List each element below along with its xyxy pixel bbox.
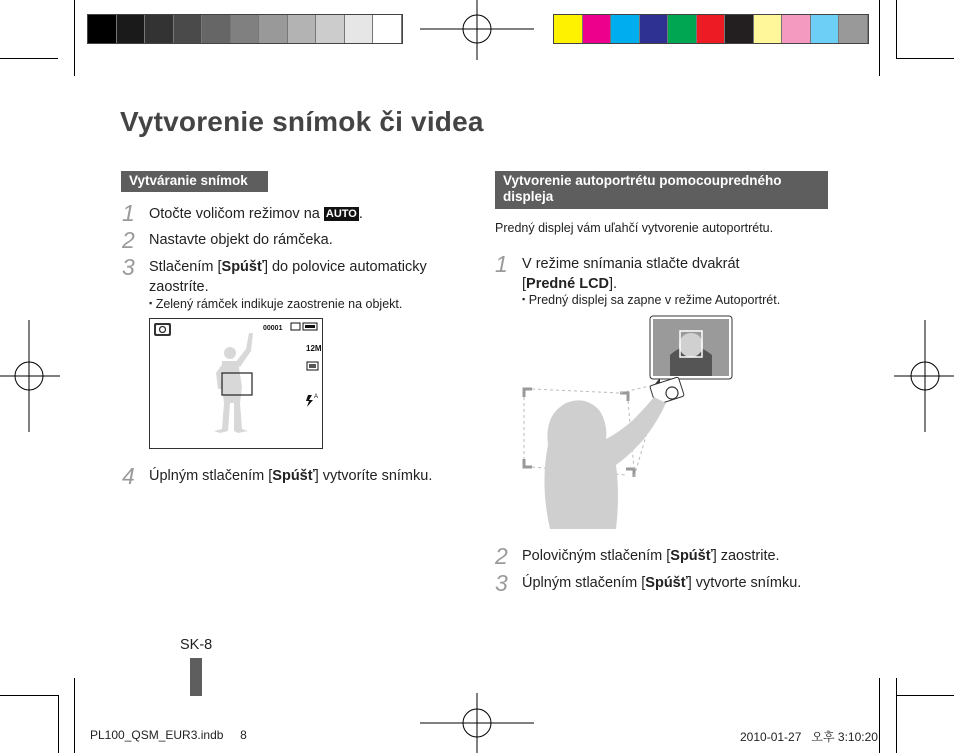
crop-mark [896, 678, 897, 753]
intro-text: Predný displej vám uľahčí vytvorenie autoportrétu. [495, 221, 774, 235]
color-swatch [782, 15, 811, 43]
crop-mark [58, 695, 59, 753]
crop-mark [896, 0, 897, 58]
step-text [522, 546, 780, 566]
crop-mark [879, 678, 880, 753]
button-name: Predné LCD [526, 276, 610, 292]
color-swatch [345, 15, 374, 43]
color-swatch [373, 15, 402, 43]
registration-mark-icon [924, 320, 926, 432]
step-text [149, 466, 432, 486]
color-swatch [231, 15, 260, 43]
registration-mark-icon [0, 346, 60, 406]
section-heading-text: Vytvorenie autoportrétu pomocoupredného displeja [503, 173, 782, 204]
step-text-part: [ [522, 276, 527, 292]
step-text-part: Úplným stlačením [ [522, 575, 646, 591]
step-number: 3 [122, 254, 135, 280]
step-text: Nastavte objekt do rámčeka. [149, 232, 333, 248]
bullet-icon: ▪ [522, 294, 526, 304]
step-note [522, 293, 780, 307]
step-number: 2 [495, 543, 508, 569]
color-swatch [202, 15, 231, 43]
page-title: Vytvorenie snímok či videa [120, 106, 484, 137]
step-number: 4 [122, 463, 135, 489]
step-number: 1 [495, 251, 508, 277]
color-swatch [725, 15, 754, 43]
step-number: 1 [122, 200, 135, 226]
step-text-part: Otočte voličom režimov na [149, 206, 324, 222]
crop-mark [0, 695, 58, 696]
color-swatch [288, 15, 317, 43]
section-heading-left [121, 171, 268, 192]
step-text-part: V režime snímania stlačte dvakrát [522, 256, 740, 272]
crop-mark [58, 0, 59, 58]
color-swatch [316, 15, 345, 43]
self-portrait-illustration [520, 315, 735, 530]
step-text-part: ] do polovice automaticky zaostríte. [149, 259, 427, 295]
crop-mark [0, 58, 58, 59]
camera-screen-illustration [149, 318, 323, 449]
step-text-part: . [358, 206, 363, 222]
color-swatch [811, 15, 840, 43]
page-tab-marker [190, 658, 202, 696]
step-text-part: ] vytvorte snímku. [687, 575, 802, 591]
step-note-text: Predný displej sa zapne v režime Autoportrét. [528, 293, 781, 307]
color-swatch [839, 15, 868, 43]
registration-mark-icon [28, 320, 30, 432]
step-text [149, 204, 363, 224]
footer-file: PL100_QSM_EUR3.indb [90, 728, 224, 742]
step-text-part: Úplným stlačením [ [149, 468, 273, 484]
color-swatch [259, 15, 288, 43]
step-text-part: ] vytvoríte snímku. [314, 468, 433, 484]
footer-timestamp: 2010-01-27 오후 3:10:20 [740, 730, 878, 744]
registration-mark-icon [420, 28, 534, 30]
color-swatch [640, 15, 669, 43]
crop-mark [879, 0, 880, 76]
button-name: Spúšť [221, 259, 264, 275]
step-number: 2 [122, 227, 135, 253]
footer-page: 8 [240, 728, 247, 742]
crop-mark [74, 678, 75, 753]
step-text-part: Stlačením [ [149, 259, 222, 275]
crop-mark [74, 0, 75, 76]
section-heading-right [495, 171, 828, 209]
process-color-bar [553, 14, 869, 44]
color-swatch [697, 15, 726, 43]
step-note-text: Zelený rámček indikuje zaostrenie na objekt. [155, 297, 403, 311]
svg-text:A: A [314, 394, 319, 400]
color-swatch [611, 15, 640, 43]
auto-mode-icon: AUTO [325, 208, 357, 220]
page-number: SK-8 [180, 637, 213, 653]
button-name: Spúšť [645, 575, 688, 591]
registration-mark-icon [420, 722, 534, 724]
crop-mark [896, 58, 954, 59]
footer-filename [90, 728, 247, 742]
color-swatch [145, 15, 174, 43]
color-swatch [174, 15, 203, 43]
button-name: Spúšť [272, 468, 315, 484]
step-text-part: ]. [609, 276, 618, 292]
step-text [522, 573, 801, 593]
color-swatch [117, 15, 146, 43]
bullet-icon: ▪ [149, 298, 153, 308]
crop-mark [896, 695, 954, 696]
button-name: Spúšť [670, 548, 713, 564]
step-text [522, 254, 740, 294]
section-heading-text: Vytváranie snímok [129, 173, 248, 188]
step-number: 3 [495, 570, 508, 596]
shot-counter: 00001 [263, 325, 283, 332]
color-swatch [583, 15, 612, 43]
step-text-part: Polovičným stlačením [ [522, 548, 671, 564]
color-swatch [754, 15, 783, 43]
color-swatch [668, 15, 697, 43]
grayscale-color-bar [87, 14, 403, 44]
step-text [149, 257, 449, 297]
step-text-part: ] zaostrite. [712, 548, 780, 564]
resolution-indicator: 12M [306, 344, 322, 353]
color-swatch [554, 15, 583, 43]
color-swatch [88, 15, 117, 43]
registration-mark-icon [447, 0, 507, 60]
camera-screen-drawing [150, 319, 322, 448]
step-note [149, 297, 402, 311]
